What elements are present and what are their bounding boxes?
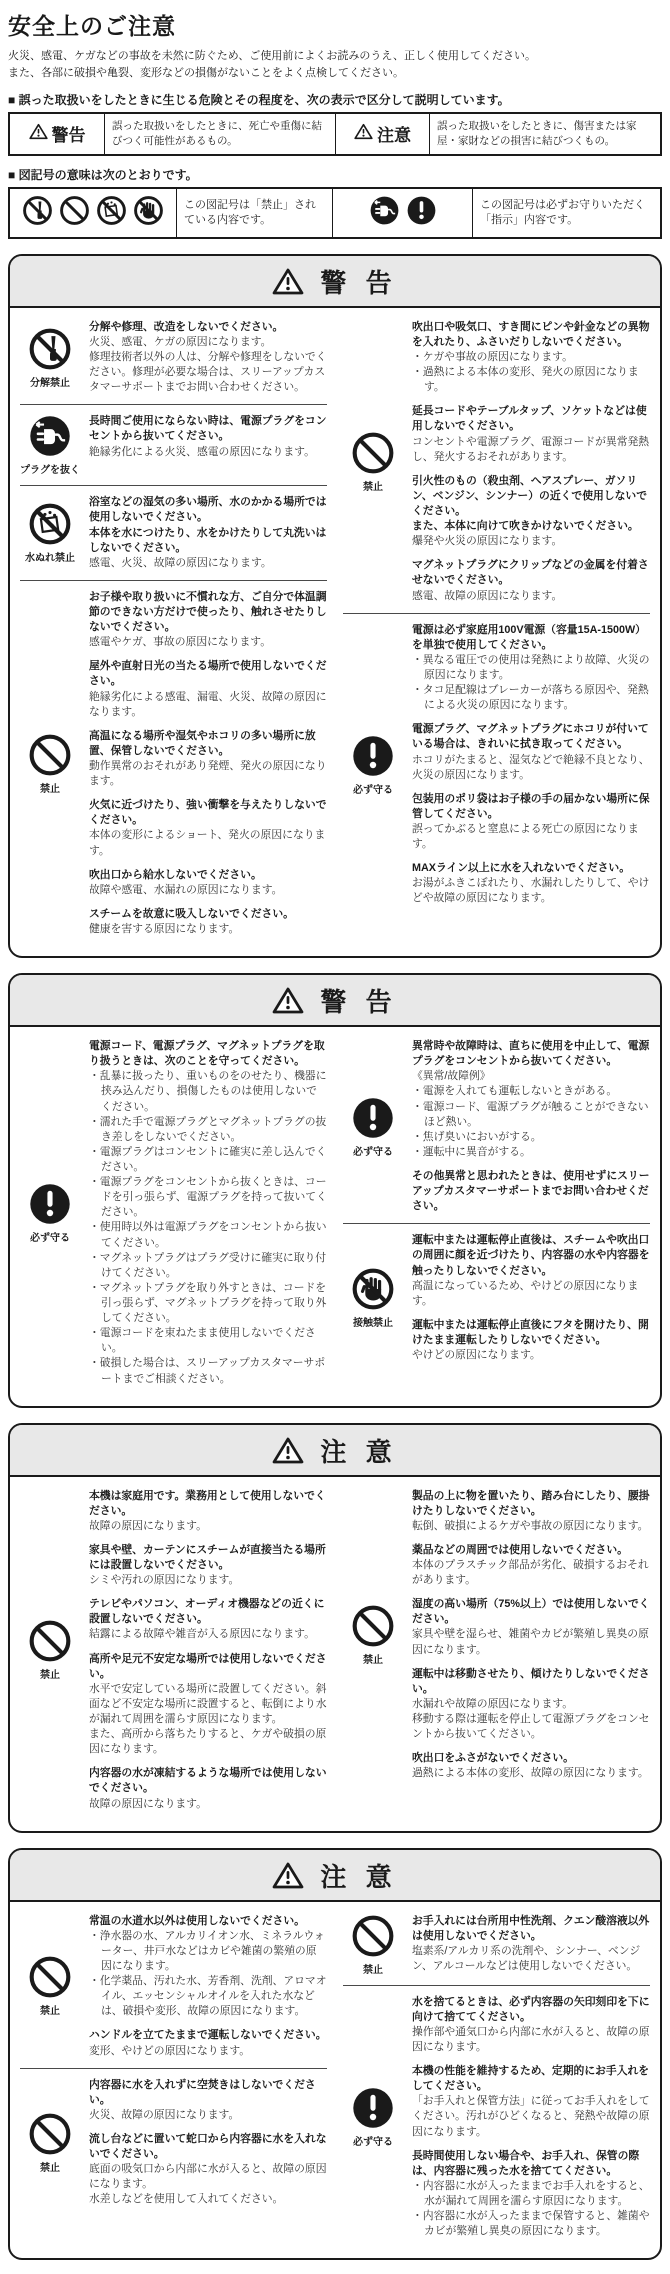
notice-heading-line: 本機は家庭用です。業務用として使用しないでください。: [89, 1489, 326, 1517]
notice-item: [89, 1597, 327, 1642]
notice-heading-line: 運転中または運転停止直後は、スチームや吹出口の周囲に顔を近づけたり、内容器の水や内容器を触ったりしないでください。: [412, 1234, 650, 1277]
warning-triangle-icon: [272, 986, 304, 1015]
notice-item: [412, 320, 650, 396]
notice-body-line: 感電やケガ、事故の原因になります。: [89, 636, 272, 649]
notice-item: [89, 1766, 327, 1811]
symbol-legend-table: [8, 187, 662, 239]
box-title: 注 意: [320, 1861, 398, 1892]
notice-body-line: 火災、感電、ケガの原因になります。: [89, 335, 272, 348]
notice-body-line: コンセントや電源プラグ、電源コードが異常発熱し、発火するおそれがあります。: [412, 435, 650, 463]
notice-item: [412, 404, 650, 464]
warning-triangle-icon: [272, 1861, 304, 1890]
prohibit-icon: [343, 1914, 403, 1976]
notice-body-line: ・タコ足配線はブレーカーが落ちる原因や、発熱による火災の原因になります。: [412, 684, 649, 712]
warning-level-label: [10, 114, 104, 154]
notice-body-line: ・電源プラグはコンセントに確実に差し込んでください。: [89, 1145, 327, 1173]
icon-label: 禁止: [363, 1655, 383, 1667]
notice-group: [20, 580, 327, 946]
notice-item: [89, 729, 327, 789]
notice-box-caution: [8, 1423, 662, 1833]
notice-body-line: ・過熱による本体の変形、発火の原因になります。: [412, 366, 639, 394]
notice-body-line: ・運転中に異音がする。: [412, 1145, 531, 1158]
no-wet-icon: [96, 195, 127, 231]
notice-body-line: 変形、やけどの原因になります。: [89, 2044, 251, 2057]
notice-heading-line: 常温の水道水以外は使用しないでください。: [89, 1914, 305, 1927]
notice-body-line: ・破損した場合は、スリーアップカスタマーサポートまでご相談ください。: [89, 1357, 326, 1385]
notice-heading-line: 本体を水につけたり、水をかけたりして丸洗いはしないでください。: [89, 526, 327, 554]
notice-group: [343, 1985, 650, 2249]
notice-item: [89, 495, 327, 571]
notice-item: [412, 1667, 650, 1743]
notice-item: [412, 1995, 650, 2055]
hazard-level-table: [8, 112, 662, 156]
notice-item: [412, 1318, 650, 1363]
notice-body-line: ・内容器に水が入ったままで保管すると、雑菌やカビが繁殖し異臭の原因になります。: [412, 2210, 650, 2238]
caution-level-label: [335, 114, 429, 154]
icon-label: 禁止: [40, 2162, 60, 2174]
notice-group: [20, 2068, 327, 2217]
instruction-symbols-desc: この図記号は必ずお守りいただく「指示」内容です。: [472, 189, 660, 237]
notice-body-line: ・化学薬品、汚れた水、芳香剤、洗剤、アロマオイル、エッセンシャルオイルを入れた水などは、破損や変形、故障の原因になります。: [89, 1975, 327, 2018]
box-header-warning: [10, 256, 660, 308]
notice-heading-line: お子様や取り扱いに不慣れな方、ご自分で体温調節のできない方だけで使ったり、触れさせたりしないでください。: [89, 590, 327, 634]
notice-body-line: ・電源プラグをコンセントから抜くときは、コードを引っ張らず、電源プラグを持って抜いてください。: [89, 1176, 327, 1219]
icon-label: 接触禁止: [353, 1318, 393, 1330]
icon-label: プラグを抜く: [20, 465, 80, 477]
caution-level-text: 注意: [377, 126, 411, 146]
notice-body-line: 故障の原因になります。: [89, 1797, 207, 1810]
notice-body-line: 火災、故障の原因になります。: [89, 2108, 240, 2121]
intro-text: [8, 48, 662, 81]
notice-heading-line: 流し台などに置いて蛇口から内容器に水を入れないでください。: [89, 2133, 327, 2161]
notice-body-line: お湯がふきこぼれたり、水漏れしたりして、やけどや故障の原因になります。: [412, 877, 650, 905]
prohibit-icon: [59, 195, 90, 231]
disassembly-icon: [20, 320, 80, 396]
notice-heading-line: マグネットプラグにクリップなどの金属を付着させないでください。: [412, 559, 649, 587]
notice-item: [89, 868, 327, 898]
notice-body-line: また、高所から落ちたりすると、ケガや破損の原因になります。: [89, 1728, 327, 1756]
notice-item: [89, 1652, 327, 1758]
notice-item: [412, 1597, 650, 1657]
notice-heading-line: また、本体に向けて吹きかけないでください。: [412, 520, 639, 533]
notice-body-line: 操作部や通気口から内部に水が入ると、故障の原因になります。: [412, 2025, 650, 2054]
notice-body-line: ・電源コード、電源プラグが触ることができないほど熱い。: [412, 1100, 649, 1128]
notice-item: [89, 1543, 327, 1588]
notice-body-line: 動作異常のおそれがあり発煙、発火の原因になります。: [89, 760, 327, 788]
notice-item: [412, 722, 650, 782]
notice-item: [412, 2064, 650, 2140]
notice-group: [20, 485, 327, 580]
notice-body-line: 「お手入れと保管方法」に従ってお手入れをしてください。汚れがひどくなると、発熱や故障の原因になります。: [412, 2095, 650, 2138]
notice-group: [343, 1030, 650, 1223]
notice-body-line: ホコリがたまると、湿気などで絶縁不良となり、火災の原因になります。: [412, 753, 650, 781]
notice-box-warning: [8, 973, 662, 1408]
unplug-icon: [369, 195, 400, 231]
notice-heading-line: 分解や修理、改造をしないでください。: [89, 320, 284, 333]
icon-label: 禁止: [40, 783, 60, 795]
notice-item: [412, 792, 650, 852]
notice-item: [412, 1233, 650, 1309]
notice-heading-line: 長時間使用しない場合や、お手入れ、保管の際は、内容器に残った水を捨ててください。: [412, 2149, 640, 2177]
box-header-caution: [10, 1850, 660, 1902]
notice-heading-line: 引火性のもの（殺虫剤、ヘアスプレー、ガソリン、ベンジン、シンナー）の近くで使用しないでください。: [412, 474, 647, 518]
notice-heading-line: 湿度の高い場所（75%以上）では使用しないでください。: [412, 1598, 650, 1626]
prohibit-icon: [343, 1489, 403, 1782]
notice-body-line: 爆発や火災の原因になります。: [412, 535, 563, 548]
notice-group: [343, 1905, 650, 1985]
icon-label: 禁止: [40, 2006, 60, 2018]
notice-heading-line: その他異常と思われたときは、使用せずにスリーアップカスタマーサポートまでお問い合わせください。: [412, 1169, 650, 1213]
unplug-icon: [20, 414, 80, 476]
notice-body-line: シミや汚れの原因になります。: [89, 1574, 240, 1587]
notice-body-line: 高温になっているため、やけどの原因になります。: [412, 1279, 639, 1307]
box-header-warning: [10, 975, 660, 1027]
notice-group: [343, 1480, 650, 1791]
notice-group: [20, 311, 327, 405]
notice-item: [412, 623, 650, 714]
notice-heading-line: 浴室などの湿気の多い場所、水のかかる場所では使用しないでください。: [89, 496, 327, 524]
notice-body-line: ・電源コードを束ねたまま使用しないでください。: [89, 1327, 316, 1355]
notice-body-line: 感電、火災、故障の原因になります。: [89, 556, 272, 569]
notice-item: [89, 2028, 327, 2058]
no-touch-icon: [133, 195, 164, 231]
notice-body-line: ・内容器に水が入ったままでお手入れをすると、水が漏れて周囲を濡らす原因になります。: [412, 2179, 650, 2207]
page-title: 安全上のご注意: [8, 13, 176, 39]
prohibit-icon: [20, 1489, 80, 1812]
box-header-caution: [10, 1425, 660, 1477]
notice-heading-line: 屋外や直射日光の当たる場所で使用しないでください。: [89, 660, 327, 688]
warning-triangle-icon: [29, 123, 48, 145]
notice-body-line: 水漏れや故障の原因になります。: [412, 1697, 574, 1710]
notice-box-warning: [8, 254, 662, 958]
notice-heading-line: 製品の上に物を置いたり、踏み台にしたり、腰掛けたりしないでください。: [412, 1489, 650, 1517]
icon-label: 禁止: [363, 1964, 383, 1976]
notice-item: [89, 2078, 327, 2123]
notice-body-line: ・浄水器の水、アルカリイオン水、ミネラルウォーター、井戸水などはカビや雑菌の繁殖の原因になります。: [89, 1929, 325, 1973]
notice-body-line: ・電源を入れても運転しないときがある。: [412, 1085, 618, 1098]
notice-group: [343, 1223, 650, 1372]
notice-heading-line: 家具や壁、カーテンにスチームが直接当たる場所には設置しないでください。: [89, 1543, 326, 1572]
notice-item: [412, 558, 650, 603]
notice-body-line: ・マグネットプラグを取り外すときは、コードを引っ張らず、マグネットプラグを持って取り外してください。: [89, 1281, 327, 1325]
notice-group: [20, 1030, 327, 1396]
notice-heading-line: 吹出口から給水しないでください。: [89, 868, 262, 881]
mandatory-icon: [343, 1995, 403, 2240]
notice-body-line: ・異なる電圧での使用は発熱により故障、火災の原因になります。: [412, 653, 650, 681]
notice-body-line: ・ケガや事故の原因になります。: [412, 351, 573, 364]
mandatory-icon: [343, 623, 403, 907]
notice-group: [20, 404, 327, 485]
notice-heading-line: 長時間ご使用にならない時は、電源プラグをコンセントから抜いてください。: [89, 415, 327, 443]
classification-heading: ■ 誤った取扱いをしたときに生じる危険とその程度を、次の表示で区分して説明しています。: [8, 93, 510, 107]
prohibit-icon: [343, 320, 403, 604]
icon-label: 分解禁止: [30, 377, 70, 389]
notice-heading-line: 本機の性能を維持するため、定期的にお手入れをしてください。: [412, 2065, 650, 2093]
notice-body-line: ・濡れた手で電源プラグとマグネットプラグの抜き差しをしないでください。: [89, 1115, 327, 1143]
notice-heading-line: 高所や足元不安定な場所では使用しないでください。: [89, 1652, 327, 1680]
notice-heading-line: 電源コード、電源プラグ、マグネットプラグを取り扱うときは、次のことを守ってください。: [89, 1040, 325, 1068]
notice-heading-line: お手入れには台所用中性洗剤、クエン酸溶液以外は使用しないでください。: [412, 1914, 650, 1942]
notice-body-line: ・使用時以外は電源プラグをコンセントから抜いてください。: [89, 1221, 327, 1249]
notice-body-line: 本体の変形によるショート、発火の原因になります。: [89, 829, 326, 857]
notice-heading-line: スチームを故意に吸入しないでください。: [89, 907, 294, 920]
box-title: 注 意: [320, 1436, 398, 1467]
notice-heading-line: テレビやパソコン、オーディオ機器などの近くに設置しないでください。: [89, 1598, 325, 1626]
no-disassembly-icon: [22, 195, 53, 231]
notice-item: [89, 590, 327, 650]
notice-item: [89, 659, 327, 719]
notice-heading-line: 包装用のポリ袋はお子様の手の届かない場所に保管してください。: [412, 792, 650, 820]
notice-heading-line: 火気に近づけたり、強い衝撃を与えたりしないでください。: [89, 799, 327, 827]
notice-item: [412, 861, 650, 906]
notice-body-line: 感電、故障の原因になります。: [412, 589, 563, 602]
notice-body-line: 塩素系/アルカリ系の洗剤や、シンナー、ベンジン、アルコールなどは使用しないでください。: [412, 1944, 641, 1973]
notice-heading-line: 内容器に水を入れずに空焚きはしないでください。: [89, 2078, 316, 2106]
notice-body-line: 誤ってかぶると窒息による死亡の原因になります。: [412, 822, 639, 851]
notice-body-line: 《異常/故障例》: [412, 1070, 491, 1083]
notice-heading-line: 運転中または運転停止直後にフタを開けたり、開けたまま運転したりしないでください。: [412, 1318, 649, 1346]
notice-body-line: 転倒、破損によるケガや事故の原因になります。: [412, 1519, 649, 1532]
notice-heading-line: 吹出口や吸気口、すき間にピンや針金などの異物を入れたり、ふさいだりしないでください。: [412, 320, 650, 348]
notice-heading-line: MAXライン以上に水を入れないでください。: [412, 862, 631, 875]
notice-body-line: 故障や感電、水漏れの原因になります。: [89, 883, 283, 896]
prohibit-icon: [20, 1914, 80, 2059]
notice-group: [20, 1905, 327, 2068]
notice-heading-line: 電源は必ず家庭用100V電源（容量15A-1500W）を単独で使用してください。: [412, 623, 646, 651]
notice-body-line: 水平で安定している場所に設置してください。斜面など不安定な場所に設置すると、転倒により水が漏れて周囲を濡らす原因になります。: [89, 1682, 327, 1726]
notice-body-line: やけどの原因になります。: [412, 1349, 541, 1362]
notice-body-line: 絶縁劣化による感電、漏電、火災、故障の原因になります。: [89, 690, 327, 718]
warning-level-text: 警告: [51, 126, 86, 146]
notice-item: [89, 1914, 327, 2020]
notice-group: [343, 311, 650, 613]
notice-box-caution: [8, 1848, 662, 2261]
notice-heading-line: ハンドルを立てたままで運転しないでください。: [89, 2029, 327, 2042]
notice-body-line: 結露による故障や雑音が入る原因になります。: [89, 1628, 315, 1641]
symbols-heading: ■ 図記号の意味は次のとおりです。: [8, 167, 198, 182]
notice-item: [412, 1169, 650, 1214]
notice-heading-line: 内容器の水が凍結するような場所では使用しないでください。: [89, 1767, 327, 1795]
notice-heading-line: 水を捨てるときは、必ず内容器の矢印刻印を下に向けて捨ててください。: [412, 1995, 650, 2023]
mandatory-icon: [343, 1039, 403, 1214]
notice-item: [89, 414, 327, 459]
warning-level-desc: 誤った取扱いをしたときに、死亡や重傷に結びつく可能性があるもの。: [104, 114, 335, 154]
prohibit-icon: [20, 590, 80, 937]
notice-body-line: 絶縁劣化による火災、感電の原因になります。: [89, 445, 315, 458]
icon-label: 必ず守る: [353, 2137, 393, 2148]
notice-body-line: 過熱による本体の変形、故障の原因になります。: [412, 1767, 649, 1780]
notice-item: [89, 2132, 327, 2208]
notice-item: [412, 1751, 650, 1781]
notice-item: [89, 907, 327, 937]
touch-icon: [343, 1233, 403, 1363]
notice-group: [20, 1480, 327, 1821]
prohibition-symbols: [10, 189, 176, 237]
notice-item: [412, 1039, 650, 1160]
caution-level-desc: 誤った取扱いをしたときに、傷害または家屋・家財などの損害に結びつくもの。: [429, 114, 660, 154]
mandatory-icon: [20, 1039, 80, 1387]
warning-triangle-icon: [272, 267, 304, 296]
warning-triangle-icon: [354, 123, 373, 145]
notice-heading-line: 電源プラグ、マグネットプラグにホコリが付いている場合は、きれいに拭き取ってください。: [412, 723, 649, 751]
icon-label: 必ず守る: [353, 784, 393, 796]
notice-heading-line: 吹出口をふさがないでください。: [412, 1752, 574, 1765]
notice-body-line: 底面の吸気口から内部に水が入ると、故障の原因になります。: [89, 2163, 327, 2191]
notice-body-line: 家具や壁を湿らせ、雑菌やカビが繁殖し異臭の原因になります。: [412, 1628, 649, 1656]
notice-boxes: [8, 254, 662, 2261]
notice-heading-line: 延長コードやテーブルタップ、ソケットなどは使用しないでください。: [412, 405, 647, 433]
notice-heading-line: 異常時や故障時は、直ちに使用を中止して、電源プラグをコンセントから抜いてください。: [412, 1040, 650, 1068]
notice-body-line: ・焦げ臭いにおいがする。: [412, 1130, 542, 1143]
icon-label: 必ず守る: [30, 1232, 70, 1244]
notice-group: [343, 613, 650, 916]
notice-body-line: 水差しなどを使用して入れてください。: [89, 2193, 284, 2206]
notice-item: [412, 1914, 650, 1974]
notice-item: [412, 2149, 650, 2240]
notice-body-line: 修理技術者以外の人は、分解や修理をしないでください。修理が必要な場合は、スリーアップカスタマーサポートまでお問い合わせください。: [89, 351, 327, 394]
notice-body-line: 本体のプラスチック部品が劣化、破損するおそれがあります。: [412, 1559, 649, 1587]
notice-item: [89, 1489, 327, 1534]
prohibit-icon: [20, 2078, 80, 2208]
notice-body-line: 健康を害する原因になります。: [89, 922, 240, 935]
notice-item: [412, 1543, 650, 1588]
intro-line-1: 火災、感電、ケガなどの事故を未然に防ぐため、ご使用前によくお読みのうえ、正しく使用してください。: [8, 50, 536, 62]
wet-icon: [20, 495, 80, 571]
warning-triangle-icon: [272, 1436, 304, 1465]
intro-line-2: また、各部に破損や亀裂、変形などの損傷がないことをよく点検してください。: [8, 66, 404, 79]
notice-heading-line: 高温になる場所や湿気やホコリの多い場所に放置、保管しないでください。: [89, 729, 316, 757]
prohibition-symbols-desc: この図記号は「禁止」されている内容です。: [176, 189, 332, 237]
icon-label: 必ず守る: [353, 1146, 393, 1158]
notice-item: [89, 320, 327, 396]
notice-item: [89, 1039, 327, 1387]
icon-label: 禁止: [40, 1670, 60, 1682]
notice-heading-line: 薬品などの周囲では使用しないでください。: [412, 1543, 628, 1556]
notice-body-line: 故障の原因になります。: [89, 1519, 207, 1532]
notice-item: [89, 798, 327, 858]
mandatory-icon: [406, 195, 437, 231]
instruction-symbols: [332, 189, 472, 237]
box-title: 警 告: [320, 267, 398, 298]
box-title: 警 告: [320, 987, 398, 1018]
notice-body-line: ・マグネットプラグはプラグ受けに確実に取り付けてください。: [89, 1251, 327, 1279]
notice-item: [412, 474, 650, 550]
notice-item: [412, 1489, 650, 1534]
icon-label: 水ぬれ禁止: [25, 553, 75, 565]
notice-heading-line: 運転中は移動させたり、傾けたりしないでください。: [412, 1667, 650, 1695]
icon-label: 禁止: [363, 481, 383, 493]
notice-body-line: ・乱暴に扱ったり、重いものをのせたり、機器に挟み込んだり、損傷したものは使用しないでください。: [89, 1070, 327, 1113]
notice-body-line: 移動する際は運転を停止して電源プラグをコンセントから抜いてください。: [412, 1713, 650, 1741]
